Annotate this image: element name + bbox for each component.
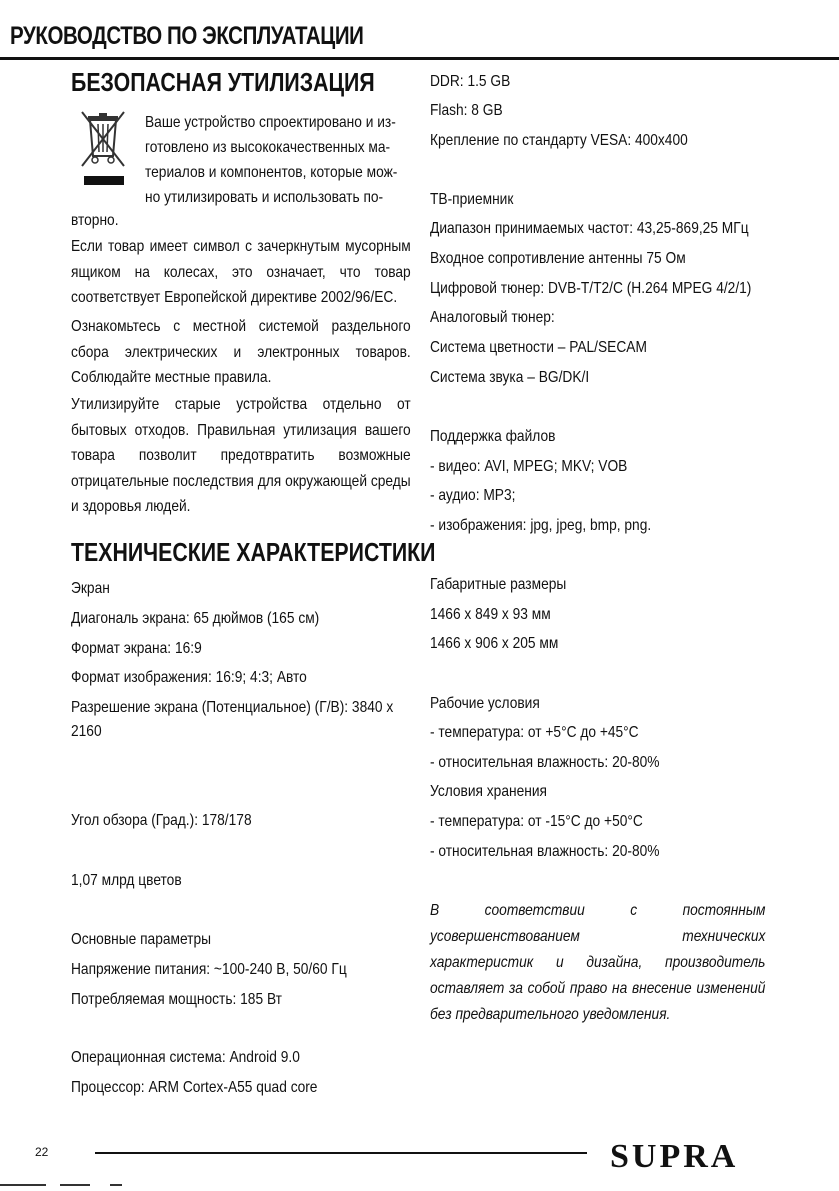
spec-ddr: DDR: 1.5 GB	[430, 73, 511, 90]
header-divider	[0, 57, 839, 60]
page-header-title: РУКОВОДСТВО ПО ЭКСПЛУАТАЦИИ	[10, 22, 364, 50]
intro-line-1: Ваше устройство спроектировано и из-	[145, 114, 396, 131]
storage-humidity: - относительная влажность: 20-80%	[430, 843, 660, 860]
disposal-heading: БЕЗОПАСНАЯ УТИЛИЗАЦИЯ	[71, 67, 375, 97]
spec-power: Потребляемая мощность: 185 Вт	[71, 991, 282, 1008]
storage-temperature: - температура: от -15°С до +50°С	[430, 813, 643, 830]
spec-images: - изображения: jpg, jpeg, bmp, png.	[430, 517, 652, 534]
spec-frequency: Диапазон принимаемых частот: 43,25-869,25 МГц	[430, 220, 749, 237]
spec-voltage: Напряжение питания: ~100-240 В, 50/60 Гц	[71, 961, 347, 978]
work-humidity: - относительная влажность: 20-80%	[430, 754, 660, 771]
files-title: Поддержка файлов	[430, 428, 556, 445]
disposal-paragraph-2: Ознакомьтесь с местной системой раздельного сбора электрических и электронных товаров. Соблюдайте местные правила.	[71, 318, 411, 386]
spec-image-format: Формат изображения: 16:9; 4:3; Авто	[71, 669, 307, 686]
intro-line-4: но утилизировать и использовать по-	[145, 189, 384, 206]
work-temperature: - температура: от +5°С до +45°С	[430, 724, 639, 741]
work-title: Рабочие условия	[430, 695, 540, 712]
spec-audio: - аудио: MP3;	[430, 487, 516, 504]
spec-dims-2: 1466 x 906 x 205 мм	[430, 635, 559, 652]
spec-cpu: Процессор: ARM Cortex-A55 quad core	[71, 1079, 318, 1096]
footer-divider	[95, 1152, 587, 1154]
spec-heading: ТЕХНИЧЕСКИЕ ХАРАКТЕРИСТИКИ	[71, 537, 436, 567]
crop-marks	[0, 1184, 140, 1187]
main-params-title: Основные параметры	[71, 931, 212, 948]
page-number: 22	[35, 1145, 49, 1159]
spec-diagonal: Диагональ экрана: 65 дюймов (165 см)	[71, 610, 320, 627]
spec-resolution: Разрешение экрана (Потенциальное) (Г/В): 3840 х	[71, 699, 394, 716]
spec-impedance: Входное сопротивление антенны 75 Ом	[430, 250, 686, 267]
spec-angle: Угол обзора (Град.): 178/178	[71, 812, 252, 829]
spec-video: - видео: AVI, MPEG; MKV; VOB	[430, 458, 628, 475]
spec-format: Формат экрана: 16:9	[71, 640, 202, 657]
spec-color-system: Система цветности – PAL/SECAM	[430, 339, 647, 356]
disposal-paragraph-3: Утилизируйте старые устройства отдельно от бытовых отходов. Правильная утилизация вашего товара позволит предотвратить возможные отрицательные последствия для окружающей среды и здоровья людей.	[71, 396, 411, 515]
brand-logo: SUPRA	[610, 1138, 739, 1175]
spec-dims-1: 1466 x 849 x 93 мм	[430, 606, 551, 623]
disposal-paragraph-1: Если товар имеет символ с зачеркнутым мусорным ящиком на колесах, это означает, что товар соответствует Европейской директиве 2002/96/ЕС.	[71, 238, 411, 306]
screen-title: Экран	[71, 580, 110, 597]
tv-title: ТВ-приемник	[430, 191, 514, 208]
intro-line-3: териалов и компонентов, которые мож-	[145, 164, 398, 181]
crossed-out-wheelie-bin-icon	[78, 110, 130, 190]
disclaimer-note: В соответствии с постоянным усовершенствованием технических характеристик и дизайна, производитель оставляет за собой право на внесение изменений без предварительного уведомления.	[430, 902, 766, 1023]
spec-colors: 1,07 млрд цветов	[71, 872, 182, 889]
intro-line-2: готовлено из высококачественных ма-	[145, 139, 391, 156]
spec-analog-tuner: Аналоговый тюнер:	[430, 309, 555, 326]
spec-digital-tuner: Цифровой тюнер: DVB-T/T2/C (H.264 MPEG 4/2/1)	[430, 280, 752, 297]
dims-title: Габаритные размеры	[430, 576, 567, 593]
storage-title: Условия хранения	[430, 783, 547, 800]
spec-os: Операционная система: Android 9.0	[71, 1049, 300, 1066]
intro-line-5: вторно.	[71, 212, 119, 229]
spec-resolution-cont: 2160	[71, 723, 102, 740]
spec-vesa: Крепление по стандарту VESA: 400x400	[430, 132, 688, 149]
spec-flash: Flash: 8 GB	[430, 102, 503, 119]
spec-sound-system: Система звука – BG/DK/I	[430, 369, 590, 386]
